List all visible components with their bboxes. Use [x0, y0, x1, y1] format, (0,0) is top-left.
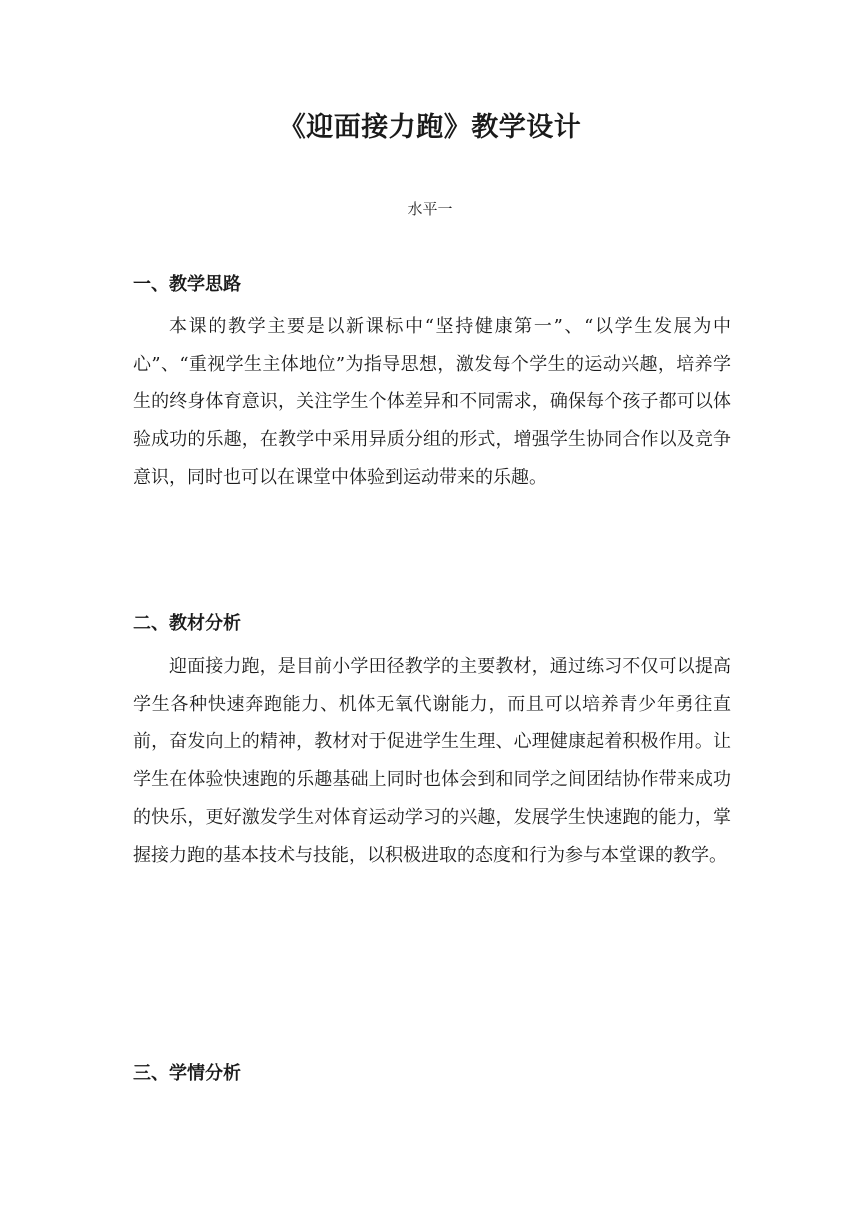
- document-subtitle: 水平一: [407, 200, 453, 218]
- section-paragraph-teaching-approach: 本课的教学主要是以新课标中“坚持健康第一”、“以学生发展为中心”、“重视学生主体地位”为指导思想，激发每个学生的运动兴趣，培养学生的终身体育意识，关注学生个体差异和不同需求，确保每个孩子都可以体验成功的乐趣，在教学中采用异质分组的形式，增强学生协同合作以及竞争意识，同时也可以在课堂中体验到运动带来的乐趣。: [133, 316, 731, 488]
- section-paragraph-material-analysis: 迎面接力跑，是目前小学田径教学的主要教材，通过练习不仅可以提高学生各种快速奔跑能力、机体无氧代谢能力，而且可以培养青少年勇往直前，奋发向上的精神，教材对于促进学生生理、心理健康起着积极作用。让学生在体验快速跑的乐趣基础上同时也体会到和同学之间团结协作带来成功的快乐，更好激发学生对体育运动学习的兴趣，发展学生快速跑的能力，掌握接力跑的基本技术与技能，以积极进取的态度和行为参与本堂课的教学。: [133, 656, 731, 866]
- document-title: 《迎面接力跑》教学设计: [278, 112, 582, 143]
- section-heading-material-analysis: 二、教材分析: [133, 613, 241, 634]
- section-heading-student-analysis: 三、学情分析: [133, 1063, 241, 1084]
- section-heading-teaching-approach: 一、教学思路: [133, 274, 241, 295]
